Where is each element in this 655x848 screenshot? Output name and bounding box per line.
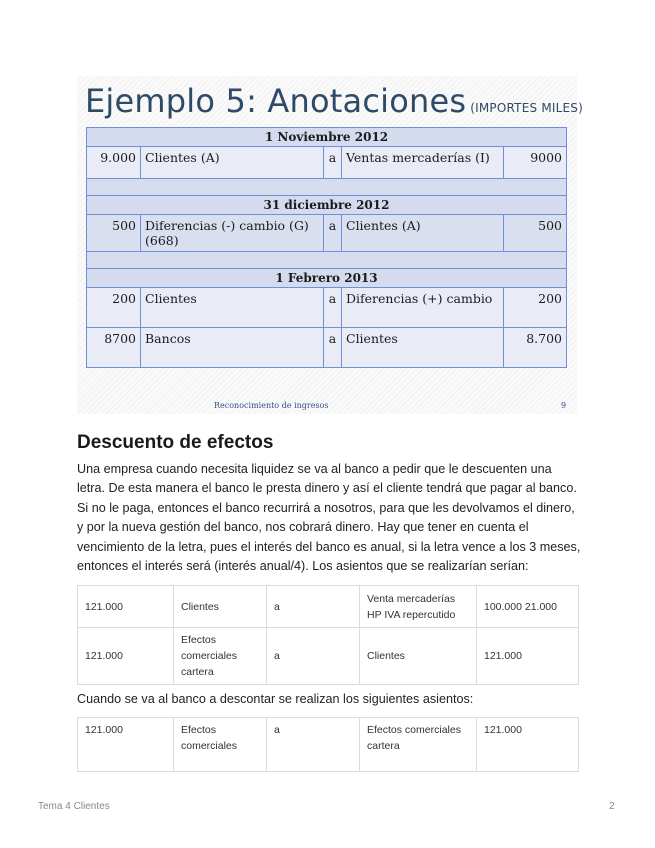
debit-account: Clientes [141,288,324,328]
debit-account: Bancos [141,328,324,368]
a-marker: a [324,215,342,252]
credit-amount: 500 [504,215,567,252]
debit-account: Diferencias (-) cambio (G) (668) [141,215,324,252]
credit-amount: 8.700 [504,328,567,368]
credit-account: Clientes [342,328,504,368]
slide-footer: Reconocimiento de ingresos [214,401,329,410]
debit-amount: 9.000 [87,147,141,179]
debit-account: Clientes (A) [141,147,324,179]
section-heading: Descuento de efectos [77,432,274,453]
table-cell: 121.000 [477,718,579,772]
credit-account: Ventas mercaderías (I) [342,147,504,179]
table-cell: Clientes [360,628,477,685]
debit-amount: 500 [87,215,141,252]
a-marker: a [324,288,342,328]
slide-image [77,76,583,414]
entries-table-2 [77,717,579,772]
credit-account: Clientes (A) [342,215,504,252]
table-cell: 121.000 [78,718,174,772]
row-gap [87,179,567,196]
table-cell: Efectos comerciales cartera [360,718,477,772]
body-paragraph-2: Cuando se va al banco a descontar se realizan los siguientes asientos: [77,692,474,706]
table-row [78,718,579,772]
debit-amount: 200 [87,288,141,328]
slide-title: Ejemplo 5: Anotaciones (IMPORTES MILES) [85,82,583,120]
section-date: 1 Noviembre 2012 [87,128,567,147]
table-cell: Venta mercaderías HP IVA repercutido [360,586,477,628]
slide-journal-table [86,127,567,368]
table-cell: Efectos comerciales [174,718,267,772]
a-marker: a [324,147,342,179]
table-cell: 121.000 [78,628,174,685]
table-cell: 100.000 21.000 [477,586,579,628]
table-cell: a [267,718,360,772]
table-row [78,628,579,685]
section-date: 31 diciembre 2012 [87,196,567,215]
credit-account: Diferencias (+) cambio [342,288,504,328]
page-number: 2 [609,801,615,812]
entries-table-1 [77,585,579,685]
table-cell: 121.000 [78,586,174,628]
body-paragraph: Una empresa cuando necesita liquidez se va al banco a pedir que le descuenten una letra. De esta manera el banco le presta dinero y así el cliente tendrá que pagar al banco. Si no le paga, entonces el banco recurrirá a nosotros, para que les devolvamos el dinero, y por la nueva gestión del banco, nos cobrará dinero. Hay que tener en cuenta el vencimiento de la letra, pues el interés del banco es anual, si la letra vence a los 3 meses, entonces el interés será (interés anual/4). Los asientos que se realizarían serían: [77,462,581,574]
table-cell: 121.000 [477,628,579,685]
credit-amount: 9000 [504,147,567,179]
slide-page-number: 9 [561,401,567,410]
debit-amount: 8700 [87,328,141,368]
table-cell: a [267,586,360,628]
a-marker: a [324,328,342,368]
table-cell: a [267,628,360,685]
section-date: 1 Febrero 2013 [87,269,567,288]
table-row [78,586,579,628]
row-gap [87,252,567,269]
page-footer-title: Tema 4 Clientes [38,801,110,812]
slide-title-sub: (IMPORTES MILES) [470,101,583,115]
table-cell: Clientes [174,586,267,628]
table-cell: Efectos comerciales cartera [174,628,267,685]
credit-amount: 200 [504,288,567,328]
